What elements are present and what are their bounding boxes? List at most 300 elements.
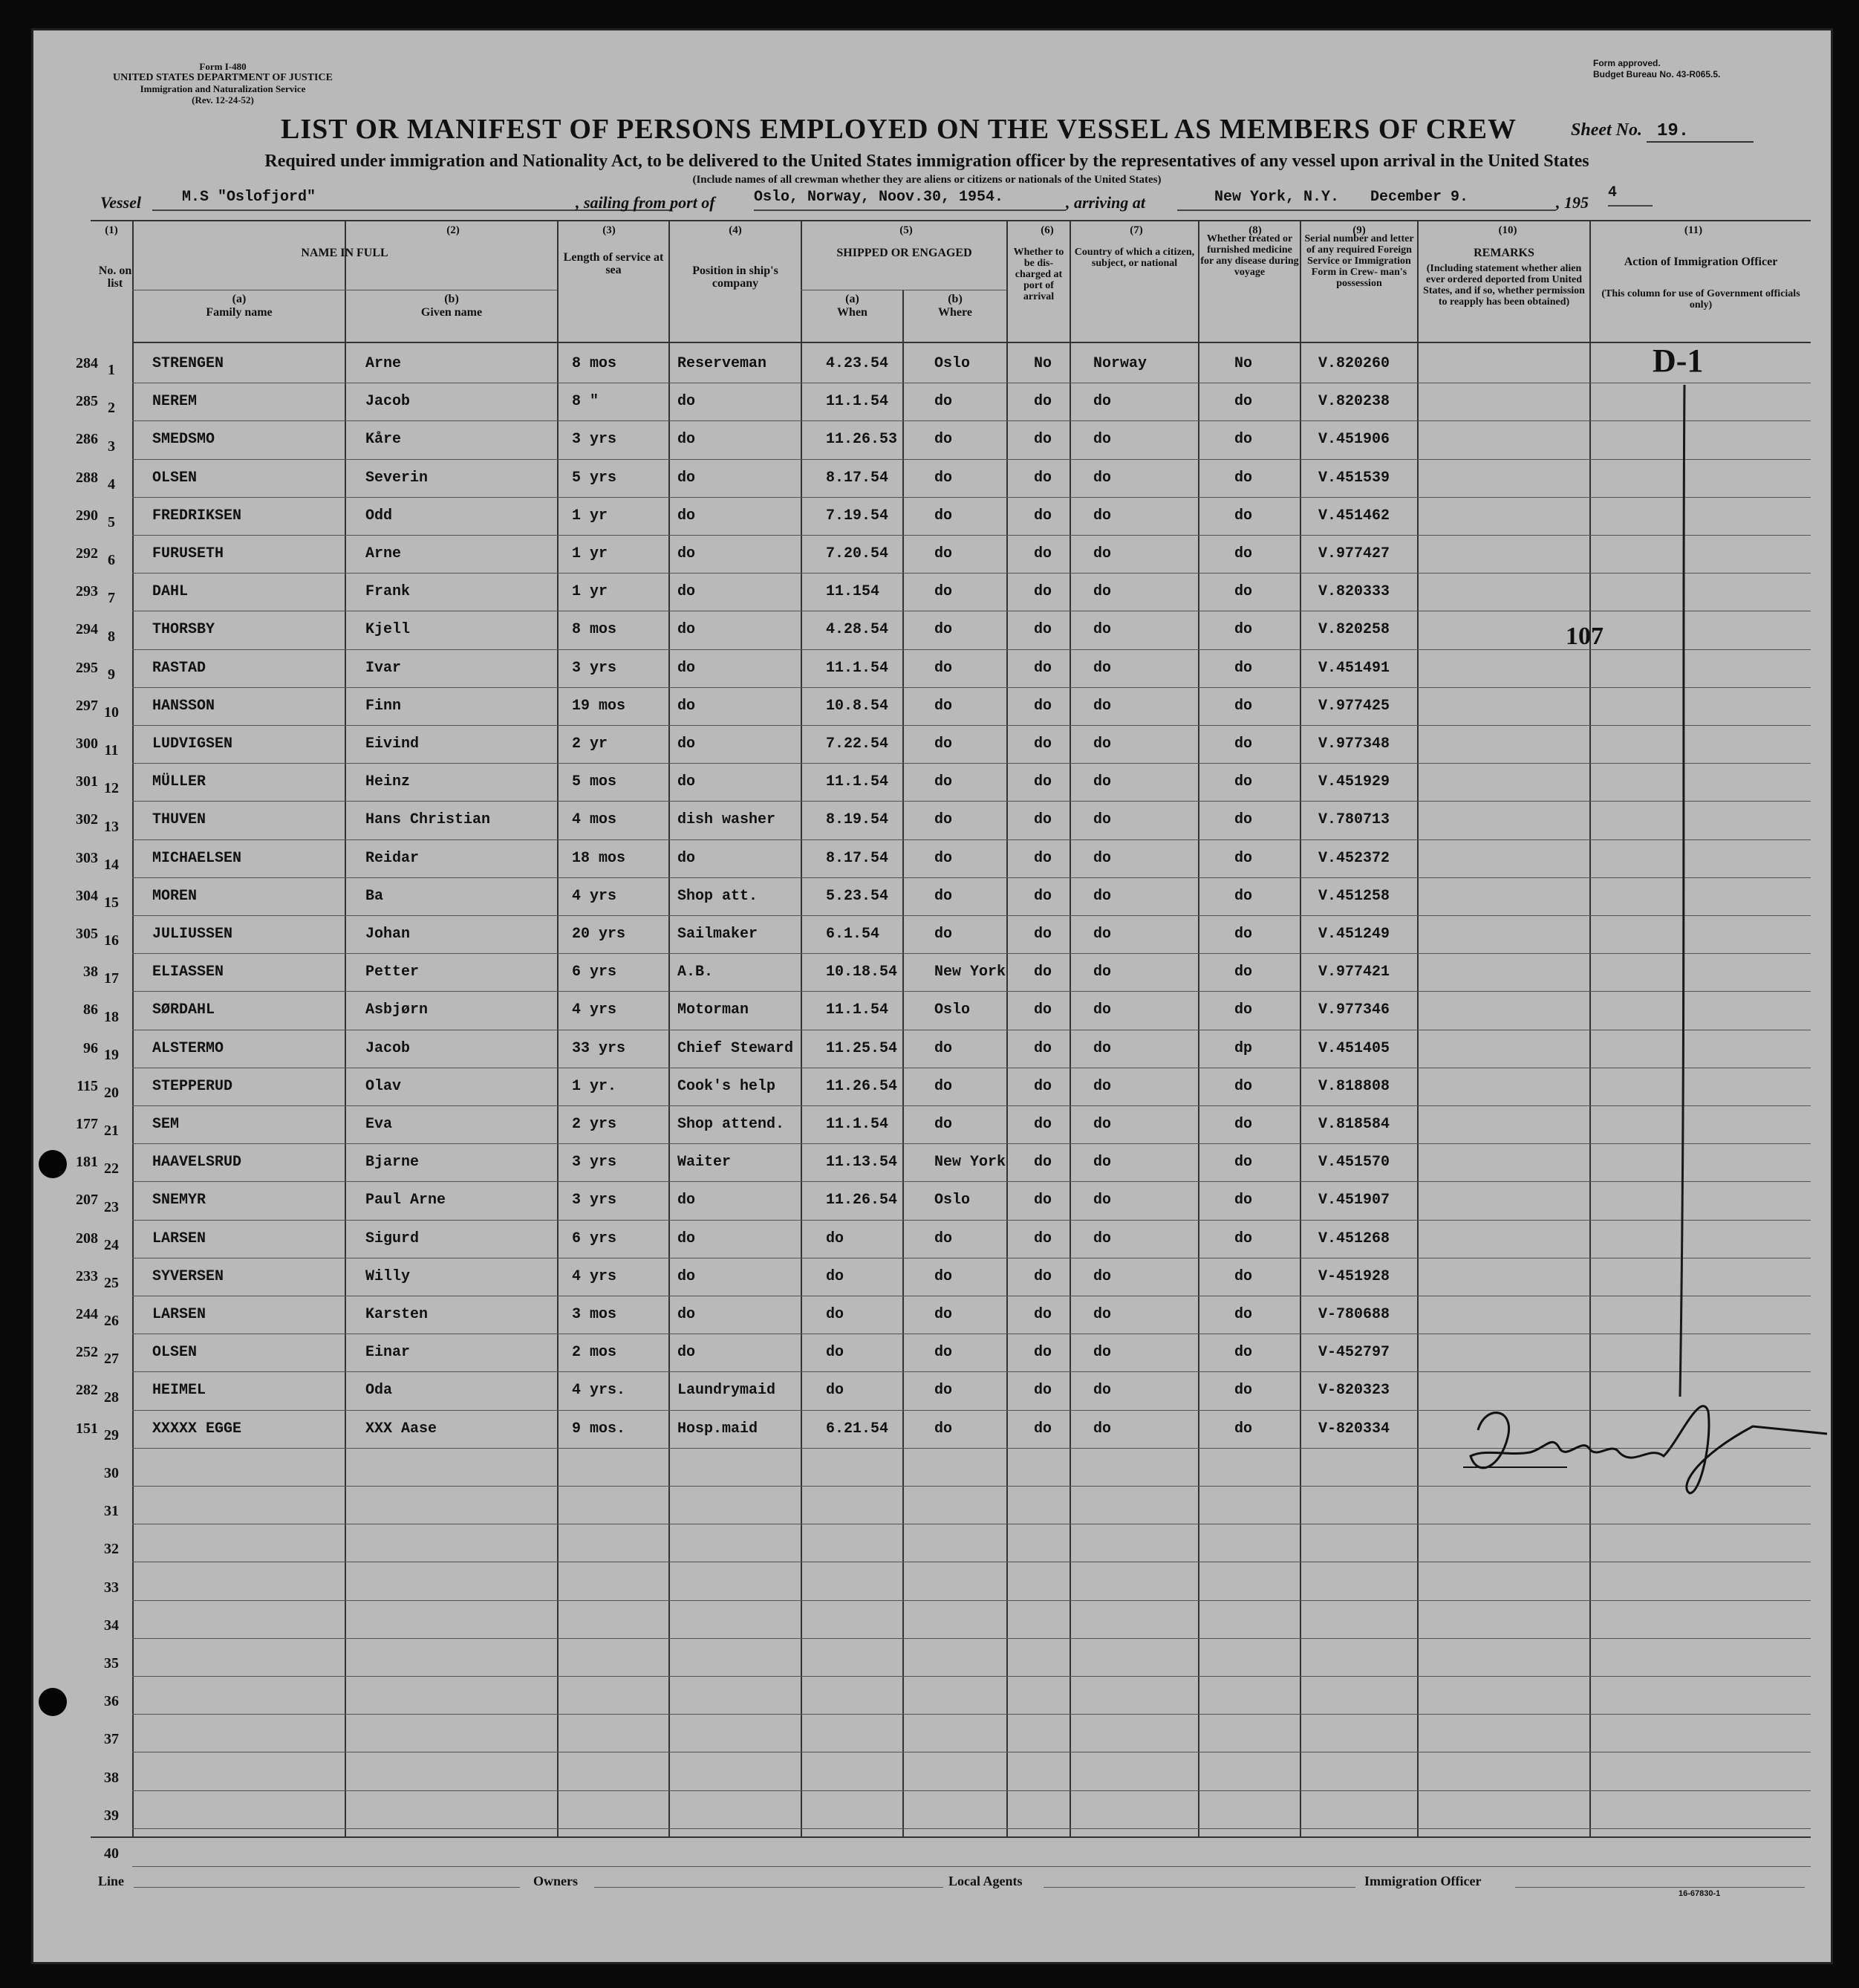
line-number: 5 (108, 514, 115, 530)
footer-agents-field (1044, 1887, 1355, 1888)
cell-serial: V.977425 (1318, 697, 1390, 715)
header-action: Action of Immigration Officer (1624, 256, 1778, 268)
line-number: 3 (108, 438, 115, 455)
line-number: 32 (104, 1541, 119, 1558)
cell-treated: do (1234, 1420, 1253, 1438)
cell-length: 3 mos (572, 1306, 617, 1323)
cell-serial: V-452797 (1318, 1344, 1390, 1362)
cell-country: do (1093, 659, 1112, 677)
cell-family: THUVEN (152, 811, 206, 829)
cell-length: 5 yrs (572, 469, 617, 487)
cell-serial: V-780688 (1318, 1306, 1390, 1323)
crew-entry-number: 304 (76, 887, 98, 904)
line-number: 1 (108, 362, 115, 379)
cell-length: 1 yr (572, 583, 608, 601)
cell-treated: do (1234, 887, 1253, 905)
cell-family: HEIMEL (152, 1382, 206, 1400)
cell-where: do (934, 735, 953, 753)
form-id: Form I-480 (199, 61, 247, 72)
crew-entry-number: 86 (83, 1001, 98, 1019)
year-digit: 4 (1608, 184, 1653, 207)
cell-country: do (1093, 811, 1112, 829)
cell-disch: do (1034, 469, 1052, 487)
crew-entry-number: 115 (76, 1077, 98, 1094)
cell-disch: do (1034, 1382, 1052, 1400)
cell-where: do (934, 1077, 953, 1095)
footer-agents-label: Local Agents (948, 1874, 1023, 1888)
cell-family: HAAVELSRUD (152, 1154, 242, 1172)
cell-position: do (677, 659, 696, 677)
cell-treated: do (1234, 1077, 1253, 1095)
cell-treated: do (1234, 773, 1253, 791)
crew-entry-number: 285 (76, 393, 98, 410)
cell-length: 3 yrs (572, 659, 617, 677)
port-value: Oslo, Norway, Noov.30, 1954. (754, 189, 1066, 211)
cell-where: do (934, 697, 953, 715)
page-title: LIST OR MANIFEST OF PERSONS EMPLOYED ON THE VESSEL AS MEMBERS OF CREW (281, 114, 1517, 145)
cell-treated: do (1234, 393, 1253, 411)
cell-disch: do (1034, 811, 1052, 829)
cell-treated: do (1234, 431, 1253, 449)
revision: (Rev. 12-24-52) (192, 94, 254, 105)
cell-given: Eva (365, 1116, 393, 1133)
crew-entry-number: 292 (76, 545, 98, 562)
vessel-label: Vessel (100, 193, 141, 212)
cell-serial: V-820334 (1318, 1420, 1390, 1438)
cell-family: ALSTERMO (152, 1039, 224, 1057)
cell-serial: V.451405 (1318, 1039, 1390, 1057)
column-number: (2) (446, 224, 460, 236)
cell-disch: do (1034, 583, 1052, 601)
crew-entry-number: 288 (76, 469, 98, 486)
cell-given: XXX Aase (365, 1420, 437, 1438)
cell-family: NEREM (152, 393, 198, 411)
cell-when: 11.1.54 (826, 773, 889, 791)
cell-position: Cook's help (677, 1077, 776, 1095)
crew-entry-number: 302 (76, 811, 98, 828)
action-bracket-line (1680, 385, 1684, 1397)
line-number: 16 (104, 932, 119, 949)
cell-where: do (934, 583, 953, 601)
cell-length: 8 " (572, 393, 599, 411)
cell-country: do (1093, 1420, 1112, 1438)
cell-country: do (1093, 1001, 1112, 1019)
cell-position: dish washer (677, 811, 776, 829)
stamp-number: 107 (1566, 623, 1604, 650)
cell-treated: do (1234, 811, 1253, 829)
line-number: 21 (104, 1123, 119, 1140)
cell-country: do (1093, 849, 1112, 867)
cell-where: do (934, 1306, 953, 1323)
cell-given: Olav (365, 1077, 402, 1095)
cell-serial: V.451462 (1318, 507, 1390, 524)
cell-given: Eivind (365, 735, 420, 753)
cell-given: Sigurd (365, 1229, 420, 1247)
cell-treated: No (1234, 355, 1253, 372)
line-number: 35 (104, 1655, 119, 1672)
crew-entry-number: 305 (76, 926, 98, 942)
cell-when: 8.17.54 (826, 849, 889, 867)
cell-disch: do (1034, 697, 1052, 715)
line-number: 38 (104, 1769, 119, 1786)
crew-entry-number: 207 (76, 1192, 98, 1209)
footer-line-label: Line (98, 1874, 125, 1888)
cell-when: 11.26.53 (826, 431, 898, 449)
line-number: 19 (104, 1046, 119, 1063)
cell-treated: do (1234, 583, 1253, 601)
cell-serial: V.451906 (1318, 431, 1390, 449)
footer-owners-label: Owners (533, 1874, 578, 1888)
header-remarks-note: (Including statement whether alien ever ordered deported from United States, and if so, whether permission to reapply has been obtained) (1423, 263, 1585, 308)
cell-position: do (677, 1344, 696, 1362)
cell-position: do (677, 1229, 696, 1247)
cell-country: do (1093, 621, 1112, 639)
cell-position: Motorman (677, 1001, 749, 1019)
cell-when: 4.23.54 (826, 355, 889, 372)
cell-serial: V-820323 (1318, 1382, 1390, 1400)
line-number: 33 (104, 1579, 119, 1596)
line-number: 28 (104, 1388, 119, 1406)
cell-given: Petter (365, 964, 420, 981)
cell-given: Hans Christian (365, 811, 491, 829)
cell-position: Sailmaker (677, 926, 758, 943)
cell-family: LARSEN (152, 1229, 206, 1247)
line-number: 10 (104, 704, 119, 721)
cell-given: Jacob (365, 393, 411, 411)
cell-country: do (1093, 964, 1112, 981)
cell-when: 11.13.54 (826, 1154, 898, 1172)
cell-serial: V.820333 (1318, 583, 1390, 601)
cell-treated: do (1234, 1306, 1253, 1323)
cell-family: FURUSETH (152, 545, 224, 562)
cell-given: Ba (365, 887, 384, 905)
cell-family: SMEDSMO (152, 431, 215, 449)
cell-when: do (826, 1267, 844, 1285)
crew-entry-number: 303 (76, 849, 98, 866)
cell-disch: do (1034, 964, 1052, 981)
line-number: 12 (104, 780, 119, 797)
cell-where: do (934, 1039, 953, 1057)
header-serial-number: Serial number and letter of any required Foreign Service or Immigration Form in Crew- man's possession (1304, 233, 1414, 289)
cell-where: do (934, 545, 953, 562)
cell-where: do (934, 1267, 953, 1285)
cell-serial: V.452372 (1318, 849, 1390, 867)
cell-treated: do (1234, 621, 1253, 639)
cell-position: do (677, 393, 696, 411)
cell-disch: do (1034, 1154, 1052, 1172)
cell-family: STRENGEN (152, 355, 224, 372)
cell-position: do (677, 735, 696, 753)
cell-length: 4 yrs. (572, 1382, 626, 1400)
cell-family: DAHL (152, 583, 189, 601)
cell-serial: V.818808 (1318, 1077, 1390, 1095)
cell-serial: V.780713 (1318, 811, 1390, 829)
cell-length: 3 yrs (572, 431, 617, 449)
line-number: 20 (104, 1085, 119, 1101)
line-number: 30 (104, 1465, 119, 1481)
cell-length: 4 yrs (572, 887, 617, 905)
cell-treated: do (1234, 1382, 1253, 1400)
cell-country: do (1093, 1116, 1112, 1133)
cell-treated: do (1234, 545, 1253, 562)
crew-entry-number: 177 (76, 1116, 98, 1132)
cell-disch: do (1034, 659, 1052, 677)
cell-when: 6.1.54 (826, 926, 880, 943)
line-number: 22 (104, 1160, 119, 1177)
cell-family: OLSEN (152, 469, 198, 487)
column-number: (6) (1041, 224, 1054, 236)
cell-treated: do (1234, 659, 1253, 677)
cell-when: 11.26.54 (826, 1192, 898, 1209)
service: Immigration and Naturalization Service (140, 83, 306, 94)
column-number: (10) (1498, 224, 1517, 236)
cell-when: do (826, 1229, 844, 1247)
cell-serial: V.451929 (1318, 773, 1390, 791)
cell-when: 11.154 (826, 583, 880, 601)
cell-given: Kjell (365, 621, 411, 639)
arrival-port: New York, N.Y. (1214, 189, 1340, 206)
cell-country: do (1093, 1192, 1112, 1209)
cell-position: do (677, 697, 696, 715)
form-print-number: 16-67830-1 (1679, 1889, 1721, 1898)
header-family-name: Family name (206, 306, 273, 319)
cell-family: OLSEN (152, 1344, 198, 1362)
cell-serial: V.977348 (1318, 735, 1390, 753)
cell-where: do (934, 1420, 953, 1438)
cell-given: Kåre (365, 431, 402, 449)
cell-disch: do (1034, 887, 1052, 905)
cell-disch: do (1034, 1267, 1052, 1285)
cell-where: do (934, 469, 953, 487)
header-when-letter: (a) (845, 293, 859, 305)
arrival-date: December 9. (1370, 189, 1469, 206)
cell-disch: do (1034, 431, 1052, 449)
cell-serial: V.977421 (1318, 964, 1390, 981)
cell-family: SØRDAHL (152, 1001, 215, 1019)
crew-entry-number: 208 (76, 1229, 98, 1247)
cell-serial: V.451249 (1318, 926, 1390, 943)
cell-country: do (1093, 697, 1112, 715)
header-given-letter: (b) (444, 293, 459, 305)
cell-position: do (677, 1306, 696, 1323)
cell-length: 6 yrs (572, 964, 617, 981)
cell-position: Reserveman (677, 355, 767, 372)
crew-entry-number: 181 (76, 1154, 98, 1171)
cell-serial: V.451907 (1318, 1192, 1390, 1209)
cell-position: do (677, 849, 696, 867)
cell-treated: do (1234, 1192, 1253, 1209)
crew-entry-number: 301 (76, 773, 98, 790)
crew-entry-number: 244 (76, 1306, 98, 1322)
cell-family: LUDVIGSEN (152, 735, 233, 753)
header-when: When (837, 306, 867, 319)
cell-where: do (934, 431, 953, 449)
line-number: 11 (104, 742, 119, 759)
cell-given: Finn (365, 697, 402, 715)
sheet-value: 19. (1647, 121, 1754, 143)
footer-line-field (134, 1887, 520, 1888)
cell-serial: V.818584 (1318, 1116, 1390, 1133)
cell-length: 5 mos (572, 773, 617, 791)
cell-when: 11.1.54 (826, 393, 889, 411)
cell-when: 6.21.54 (826, 1420, 889, 1438)
cell-when: 7.20.54 (826, 545, 889, 562)
cell-disch: do (1034, 849, 1052, 867)
cell-position: do (677, 773, 696, 791)
cell-family: JULIUSSEN (152, 926, 233, 943)
crew-entry-number: 293 (76, 583, 98, 600)
cell-family: ELIASSEN (152, 964, 224, 981)
cell-length: 1 yr. (572, 1077, 617, 1095)
crew-entry-number: 297 (76, 697, 98, 714)
vessel-name: M.S "Oslofjord" (182, 189, 316, 206)
cell-given: Arne (365, 355, 402, 372)
line-number: 29 (104, 1426, 119, 1443)
cell-position: Shop att. (677, 887, 758, 905)
line-number: 9 (108, 666, 115, 683)
cell-given: Heinz (365, 773, 411, 791)
cell-disch: do (1034, 1306, 1052, 1323)
crew-entry-number: 286 (76, 431, 98, 448)
sheet-label: Sheet No. (1571, 120, 1642, 140)
cell-when: do (826, 1382, 844, 1400)
cell-position: Hosp.maid (677, 1420, 758, 1438)
cell-length: 1 yr (572, 507, 608, 524)
line-number: 40 (104, 1845, 119, 1862)
cell-country: do (1093, 545, 1112, 562)
cell-length: 2 yrs (572, 1116, 617, 1133)
cell-treated: do (1234, 964, 1253, 981)
cell-when: 10.18.54 (826, 964, 898, 981)
header-discharged: Whether to be dis- charged at port of arrival (1013, 247, 1064, 302)
cell-serial: V.977427 (1318, 545, 1390, 562)
cell-country: do (1093, 393, 1112, 411)
column-number: (5) (899, 224, 913, 236)
cell-given: Jacob (365, 1039, 411, 1057)
cell-length: 6 yrs (572, 1229, 617, 1247)
cell-length: 18 mos (572, 849, 626, 867)
cell-treated: do (1234, 849, 1253, 867)
header-no-on-list: No. on list (98, 264, 132, 290)
cell-country: Norway (1093, 355, 1147, 372)
cell-position: do (677, 469, 696, 487)
line-number: 23 (104, 1198, 119, 1215)
cell-position: Laundrymaid (677, 1382, 776, 1400)
cell-where: do (934, 1229, 953, 1247)
cell-disch: do (1034, 1420, 1052, 1438)
cell-treated: do (1234, 697, 1253, 715)
cell-length: 3 yrs (572, 1192, 617, 1209)
cell-serial: V.820260 (1318, 355, 1390, 372)
cell-disch: do (1034, 1116, 1052, 1133)
crew-entry-number: 38 (83, 964, 98, 981)
column-number: (8) (1248, 224, 1262, 236)
crew-entry-number: 295 (76, 659, 98, 676)
cell-treated: dp (1234, 1039, 1253, 1057)
cell-given: Arne (365, 545, 402, 562)
cell-length: 4 mos (572, 811, 617, 829)
cell-disch: do (1034, 1229, 1052, 1247)
column-number: (11) (1684, 224, 1703, 236)
cell-treated: do (1234, 1154, 1253, 1172)
cell-when: 4.28.54 (826, 621, 889, 639)
cell-position: A.B. (677, 964, 714, 981)
cell-serial: V.451258 (1318, 887, 1390, 905)
cell-treated: do (1234, 469, 1253, 487)
cell-family: RASTAD (152, 659, 206, 677)
cell-position: do (677, 507, 696, 524)
line-number: 14 (104, 856, 119, 873)
cell-serial: V.451539 (1318, 469, 1390, 487)
cell-treated: do (1234, 1267, 1253, 1285)
cell-family: MOREN (152, 887, 198, 905)
cell-given: Bjarne (365, 1154, 420, 1172)
line-number: 4 (108, 475, 115, 493)
cell-family: SEM (152, 1116, 180, 1133)
cell-family: SYVERSEN (152, 1267, 224, 1285)
cell-country: do (1093, 1077, 1112, 1095)
year-label: , 195 (1556, 193, 1589, 212)
cell-position: do (677, 1267, 696, 1285)
line-number: 34 (104, 1617, 119, 1634)
budget-bureau: Budget Bureau No. 43-R065.5. (1593, 69, 1721, 79)
cell-disch: do (1034, 1192, 1052, 1209)
cell-where: do (934, 393, 953, 411)
cell-position: do (677, 545, 696, 562)
cell-where: do (934, 773, 953, 791)
column-number: (7) (1130, 224, 1143, 236)
cell-country: do (1093, 1306, 1112, 1323)
cell-when: 11.1.54 (826, 659, 889, 677)
footer-owners-field (594, 1887, 943, 1888)
cell-length: 9 mos. (572, 1420, 626, 1438)
cell-disch: do (1034, 1039, 1052, 1057)
cell-where: do (934, 1382, 953, 1400)
line-number: 25 (104, 1275, 119, 1291)
cell-given: Severin (365, 469, 429, 487)
cell-country: do (1093, 1382, 1112, 1400)
cell-given: Johan (365, 926, 411, 943)
header-position: Position in ship's company (692, 264, 778, 290)
line-number: 6 (108, 552, 115, 569)
cell-position: do (677, 431, 696, 449)
cell-where: do (934, 1344, 953, 1362)
cell-treated: do (1234, 507, 1253, 524)
line-number: 18 (104, 1008, 119, 1025)
cell-length: 3 yrs (572, 1154, 617, 1172)
cell-where: do (934, 887, 953, 905)
line-number: 37 (104, 1731, 119, 1748)
cell-given: Paul Arne (365, 1192, 446, 1209)
line-number: 36 (104, 1693, 119, 1710)
cell-treated: do (1234, 1001, 1253, 1019)
cell-disch: do (1034, 1001, 1052, 1019)
cell-where: do (934, 621, 953, 639)
cell-serial: V.977346 (1318, 1001, 1390, 1019)
cell-family: FREDRIKSEN (152, 507, 242, 524)
line-number: 17 (104, 970, 119, 987)
line-number: 26 (104, 1313, 119, 1330)
cell-country: do (1093, 469, 1112, 487)
cell-when: 11.1.54 (826, 1116, 889, 1133)
column-number: (9) (1352, 224, 1366, 236)
cell-serial: V-451928 (1318, 1267, 1390, 1285)
crew-entry-number: 284 (76, 355, 98, 371)
cell-treated: do (1234, 926, 1253, 943)
cell-when: 8.19.54 (826, 811, 889, 829)
cell-when: 8.17.54 (826, 469, 889, 487)
cell-country: do (1093, 431, 1112, 449)
